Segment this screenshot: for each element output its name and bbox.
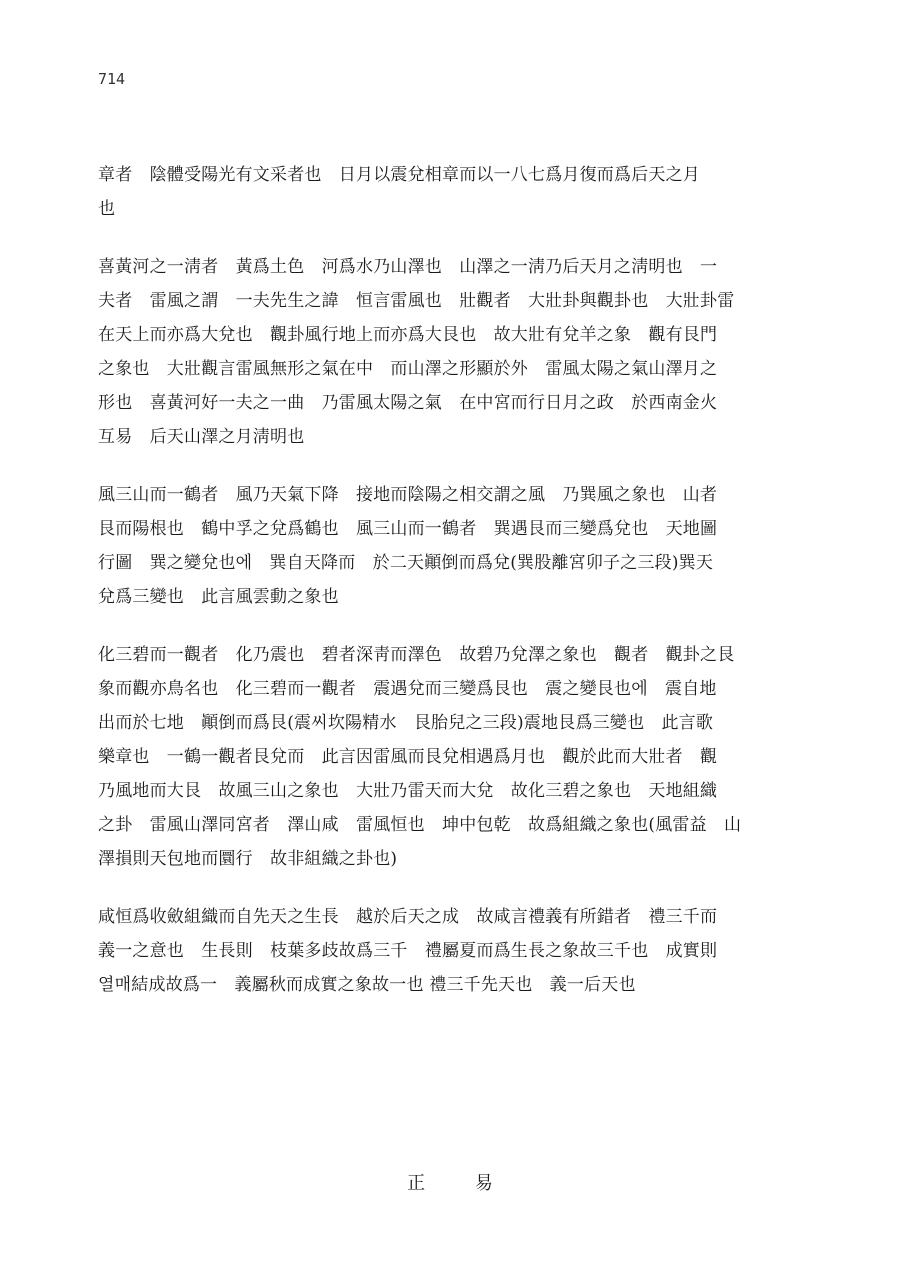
- text-line: 咸恒爲收斂組織而自先天之生長 越於后天之成 故咸言禮義有所錯者 禮三千而: [98, 907, 718, 927]
- paragraph-1: [98, 158, 758, 226]
- text-line: 化三碧而一觀者 化乃震也 碧者深靑而澤色 故碧乃兌澤之象也 觀者 觀卦之艮: [98, 645, 735, 665]
- text-line: 義一之意也 生長則 枝葉多歧故爲三千 禮屬夏而爲生長之象故三千也 成實則: [98, 941, 718, 961]
- text-line: 也: [98, 199, 116, 219]
- text-line: 在天上而亦爲大兌也 觀卦風行地上而亦爲大艮也 故大壯有兌羊之象 觀有艮門: [98, 325, 718, 345]
- paragraph-3: [98, 478, 758, 614]
- paragraph-2: [98, 250, 758, 454]
- paragraph-5: [98, 900, 758, 1002]
- text-line: 열매結成故爲一 義屬秋而成實之象故一也 禮三千先天也 義一后天也: [98, 975, 636, 995]
- text-line: 互易 后天山澤之月淸明也: [98, 427, 305, 447]
- text-line: 澤損則天包地而圜行 故非組織之卦也): [98, 849, 398, 869]
- text-line: 之象也 大壯觀言雷風無形之氣在中 而山澤之形顯於外 雷風太陽之氣山澤月之: [98, 359, 718, 379]
- text-line: 乃風地而大艮 故風三山之象也 大壯乃雷天而大兌 故化三碧之象也 天地組織: [98, 781, 718, 801]
- footer-book-title: 正 易: [407, 1173, 515, 1194]
- text-line: 夫者 雷風之謂 一夫先生之諱 恒言雷風也 壯觀者 大壯卦與觀卦也 大壯卦雷: [98, 291, 735, 311]
- text-line: 象而觀亦鳥名也 化三碧而一觀者 震遇兌而三變爲艮也 震之變艮也에 震自地: [98, 679, 717, 699]
- page-number: 714: [98, 70, 126, 88]
- text-line: 艮而陽根也 鶴中孚之兌爲鶴也 風三山而一鶴者 巽遇艮而三變爲兌也 天地圖: [98, 519, 718, 539]
- text-line: 出而於七地 顚倒而爲艮(震씨坎陽精水 艮胎兒之三段)震地艮爲三變也 此言歌: [98, 713, 714, 733]
- paragraph-4: [98, 638, 758, 876]
- text-line: 章者 陰體受陽光有文采者也 日月以震兌相章而以一八七爲月復而爲后天之月: [98, 165, 700, 185]
- text-line: 風三山而一鶴者 風乃天氣下降 接地而陰陽之相交謂之風 乃巽風之象也 山者: [98, 485, 718, 505]
- text-line: 喜黃河之一淸者 黃爲土色 河爲水乃山澤也 山澤之一淸乃后天月之淸明也 一: [98, 257, 718, 277]
- text-line: 形也 喜黃河好一夫之一曲 乃雷風太陽之氣 在中宮而行日月之政 於西南金火: [98, 393, 718, 413]
- text-line: 樂章也 一鶴一觀者艮兌而 此言因雷風而艮兌相遇爲月也 觀於此而大壯者 觀: [98, 747, 718, 767]
- text-line: 兌爲三變也 此言風雲動之象也: [98, 587, 339, 607]
- text-line: 行圖 巽之變兌也에 巽自天降而 於二天顚倒而爲兌(巽股離宮卯子之三段)巽天: [98, 553, 714, 573]
- text-line: 之卦 雷風山澤同宮者 澤山咸 雷風恒也 坤中包乾 故爲組織之象也(風雷益 山: [98, 815, 742, 835]
- page-body: [98, 158, 758, 1026]
